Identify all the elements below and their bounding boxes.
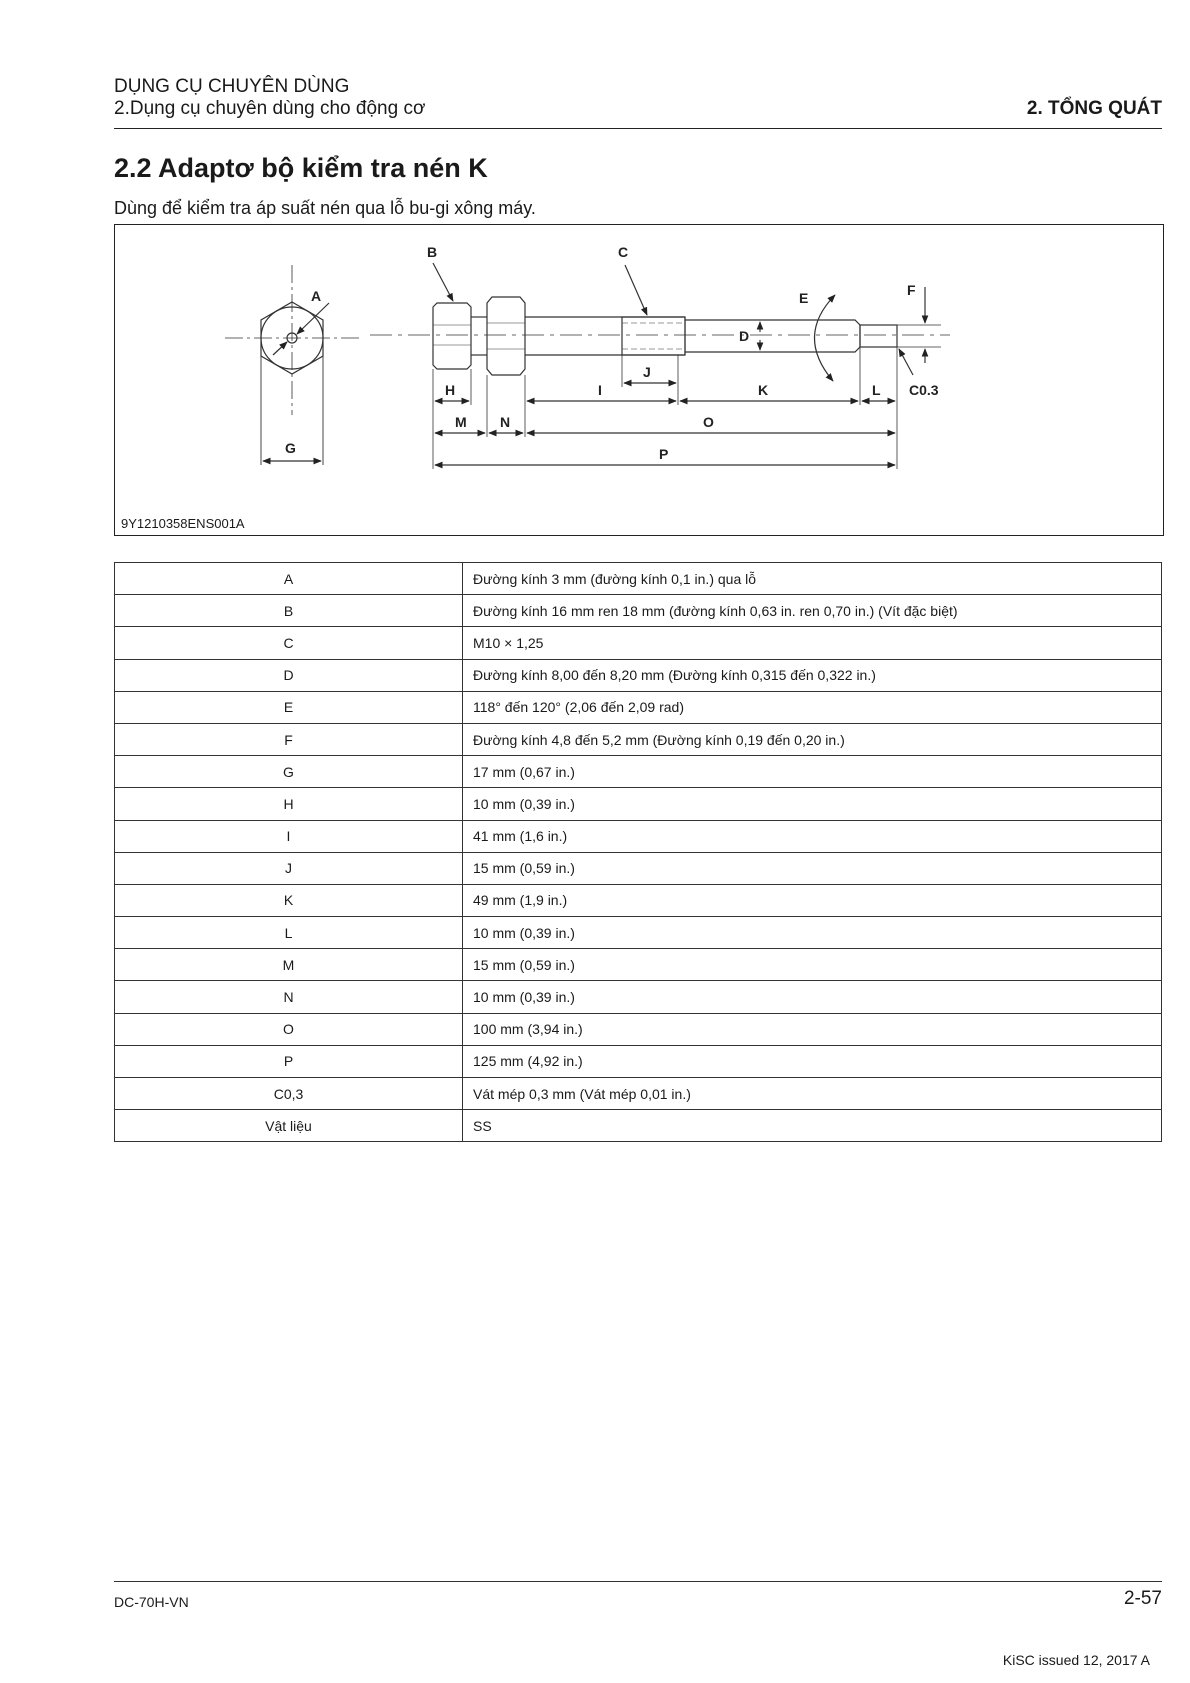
spec-value: Đường kính 3 mm (đường kính 0,1 in.) qua lỗ — [463, 563, 1162, 595]
spec-value: Đường kính 16 mm ren 18 mm (đường kính 0,63 in. ren 0,70 in.) (Vít đặc biệt) — [463, 595, 1162, 627]
technical-drawing — [114, 224, 1164, 536]
spec-value: 41 mm (1,6 in.) — [463, 820, 1162, 852]
footer-doc-code: DC-70H-VN — [114, 1594, 189, 1610]
spec-key: Vật liệu — [115, 1110, 463, 1142]
spec-key: D — [115, 659, 463, 691]
label-l: L — [872, 382, 881, 398]
spec-value: 17 mm (0,67 in.) — [463, 756, 1162, 788]
label-p: P — [659, 446, 669, 462]
spec-key: O — [115, 1013, 463, 1045]
label-c: C — [618, 244, 629, 260]
label-j: J — [643, 364, 651, 380]
spec-value: 125 mm (4,92 in.) — [463, 1045, 1162, 1077]
spec-key: L — [115, 917, 463, 949]
table-row — [115, 949, 1162, 981]
spec-key: P — [115, 1045, 463, 1077]
table-row — [115, 691, 1162, 723]
label-o: O — [703, 414, 714, 430]
table-row — [115, 1013, 1162, 1045]
spec-key: J — [115, 852, 463, 884]
table-row — [115, 1110, 1162, 1142]
spec-key: A — [115, 563, 463, 595]
label-m: M — [455, 414, 467, 430]
label-g: G — [285, 440, 296, 456]
spec-key: C — [115, 627, 463, 659]
label-h: H — [445, 382, 456, 398]
spec-key: G — [115, 756, 463, 788]
label-a: A — [311, 288, 322, 304]
page-title: 2.2 Adaptơ bộ kiểm tra nén K — [114, 153, 488, 183]
label-d: D — [739, 328, 750, 344]
label-f: F — [907, 282, 916, 298]
table-row — [115, 981, 1162, 1013]
table-row — [115, 723, 1162, 755]
spec-key: F — [115, 723, 463, 755]
spec-key: K — [115, 884, 463, 916]
spec-key: M — [115, 949, 463, 981]
header-subcategory: 2.Dụng cụ chuyên dùng cho động cơ — [114, 98, 426, 119]
table-row — [115, 852, 1162, 884]
table-row — [115, 756, 1162, 788]
table-row — [115, 659, 1162, 691]
table-row — [115, 1078, 1162, 1110]
spec-key: N — [115, 981, 463, 1013]
header-section: 2. TỔNG QUÁT — [1026, 98, 1162, 119]
spec-key: H — [115, 788, 463, 820]
spec-key: B — [115, 595, 463, 627]
spec-value: 10 mm (0,39 in.) — [463, 981, 1162, 1013]
label-e: E — [799, 290, 809, 306]
header-category: DỤNG CỤ CHUYÊN DÙNG — [114, 76, 350, 97]
footer-issued: KiSC issued 12, 2017 A — [1002, 1652, 1150, 1668]
table-row — [115, 884, 1162, 916]
footer-page-number: 2-57 — [1123, 1588, 1162, 1609]
label-k: K — [758, 382, 769, 398]
spec-value: 118° đến 120° (2,06 đến 2,09 rad) — [463, 691, 1162, 723]
table-row — [115, 595, 1162, 627]
spec-value: Đường kính 4,8 đến 5,2 mm (Đường kính 0,19 đến 0,20 in.) — [463, 723, 1162, 755]
spec-value: M10 × 1,25 — [463, 627, 1162, 659]
spec-value: 15 mm (0,59 in.) — [463, 852, 1162, 884]
table-row — [115, 917, 1162, 949]
hex-end-view — [225, 265, 360, 465]
spec-key: C0,3 — [115, 1078, 463, 1110]
spec-table-body — [115, 563, 1162, 1142]
spec-table — [114, 562, 1162, 1142]
page-subtitle: Dùng để kiểm tra áp suất nén qua lỗ bu-gi xông máy. — [114, 198, 536, 218]
spec-value: SS — [463, 1110, 1162, 1142]
page-header — [114, 76, 1162, 120]
label-n: N — [500, 414, 511, 430]
table-row — [115, 820, 1162, 852]
table-row — [115, 1045, 1162, 1077]
drawing-svg — [115, 225, 1165, 537]
label-b: B — [427, 244, 438, 260]
table-row — [115, 788, 1162, 820]
spec-value: 15 mm (0,59 in.) — [463, 949, 1162, 981]
table-row — [115, 563, 1162, 595]
spec-value: Đường kính 8,00 đến 8,20 mm (Đường kính 0,315 đến 0,322 in.) — [463, 659, 1162, 691]
spec-value: 10 mm (0,39 in.) — [463, 917, 1162, 949]
footer-divider — [114, 1581, 1162, 1582]
figure-code: 9Y1210358ENS001A — [121, 516, 245, 531]
spec-key: E — [115, 691, 463, 723]
header-divider — [114, 128, 1162, 129]
label-c03: C0.3 — [909, 382, 939, 398]
spec-value: 49 mm (1,9 in.) — [463, 884, 1162, 916]
spec-value: 10 mm (0,39 in.) — [463, 788, 1162, 820]
spec-value: 100 mm (3,94 in.) — [463, 1013, 1162, 1045]
label-i: I — [598, 382, 602, 398]
spec-key: I — [115, 820, 463, 852]
spec-value: Vát mép 0,3 mm (Vát mép 0,01 in.) — [463, 1078, 1162, 1110]
table-row — [115, 627, 1162, 659]
adapter-side-view — [370, 263, 950, 469]
